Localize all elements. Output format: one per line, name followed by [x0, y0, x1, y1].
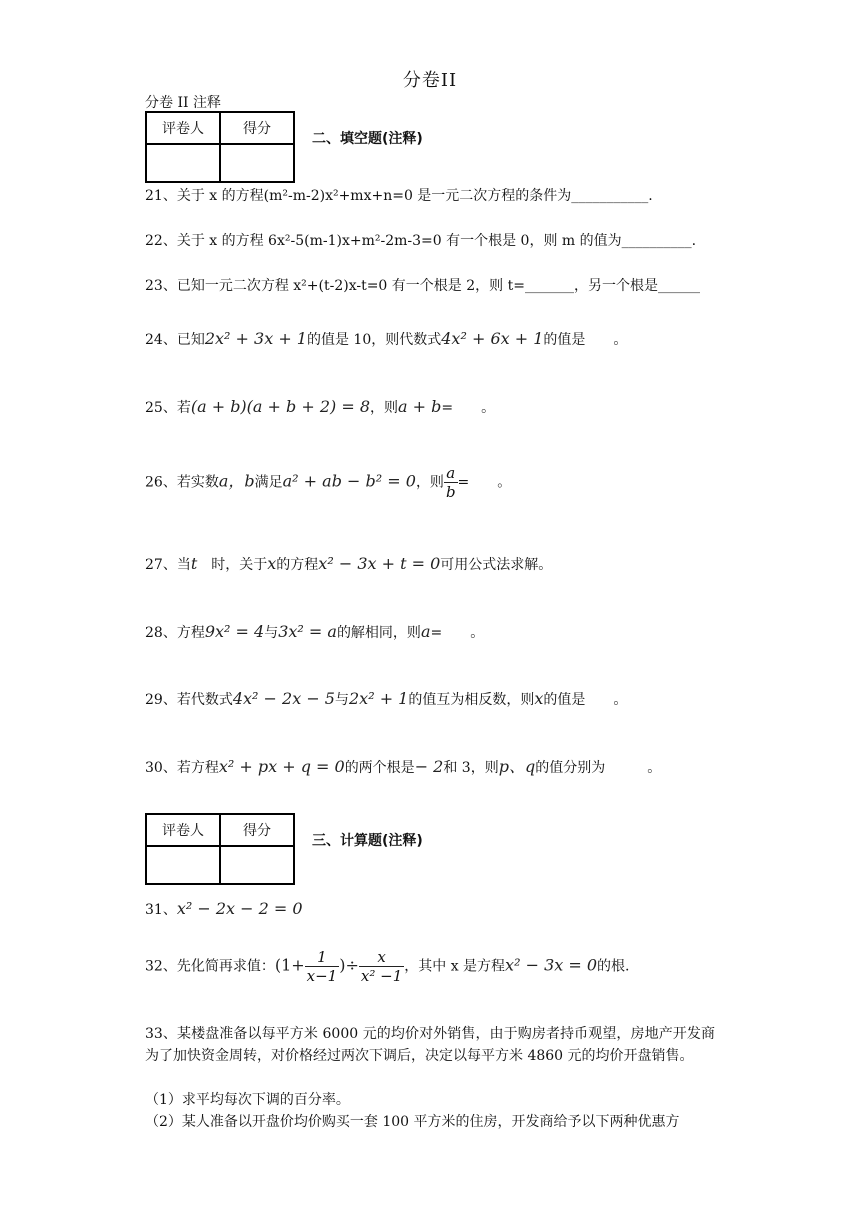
denominator: x² −1 — [360, 967, 403, 985]
text: 和 3，则 — [443, 760, 499, 776]
question-33-part-2: （2）某人准备以开盘价均价购买一套 100 平方米的住房，开发商给予以下两种优惠方 — [145, 1114, 680, 1130]
math-expression: 3x² = a — [278, 622, 337, 641]
text: 的值是 。 — [543, 692, 628, 708]
math-expression: p、q — [498, 757, 536, 776]
text: 24、已知 — [145, 332, 205, 348]
math-expression: 2x² + 3x + 1 — [204, 329, 307, 348]
question-26 — [145, 464, 511, 501]
score-table — [145, 813, 295, 885]
text: 满足 — [254, 474, 283, 491]
text: 与 — [334, 692, 349, 708]
text: 31、 — [145, 902, 177, 918]
text: ，其中 x 是方程 — [404, 958, 506, 975]
text: 的根. — [597, 958, 630, 975]
score-cell[interactable] — [220, 846, 294, 884]
text: 的两个根是 — [344, 760, 415, 776]
math-expression: a² + ab − b² = 0 — [282, 471, 416, 491]
denominator: b — [445, 483, 456, 501]
numerator: a — [444, 464, 458, 483]
math-expression: x — [534, 689, 544, 708]
question-27 — [145, 554, 552, 575]
question-28 — [145, 622, 484, 643]
denominator: x−1 — [306, 967, 338, 985]
text: 27、当 — [145, 557, 191, 573]
operator: )÷ — [339, 955, 359, 975]
score-cell[interactable] — [220, 144, 294, 182]
question-29 — [145, 689, 627, 710]
page-title: 分卷II — [402, 70, 458, 91]
text: = 。 — [430, 625, 485, 641]
text: 的方程 — [276, 557, 319, 573]
math-expression: a — [420, 622, 431, 641]
text: 可用公式法求解。 — [440, 557, 553, 573]
question-24 — [145, 329, 627, 350]
question-30 — [145, 757, 661, 778]
text: 时，关于 — [197, 557, 268, 573]
math-expression: t — [190, 554, 198, 573]
numerator: 1 — [305, 948, 340, 967]
grader-cell[interactable] — [146, 144, 220, 182]
text: 的值是 10，则代数式 — [306, 332, 442, 348]
score-header: 得分 — [220, 112, 294, 144]
text: 的值是 。 — [543, 332, 628, 348]
section-note: 分卷 II 注释 — [145, 95, 221, 111]
math-expression: x² + px + q = 0 — [218, 757, 345, 776]
text: ，则 — [370, 400, 399, 416]
text: 与 — [264, 625, 279, 641]
fraction — [359, 948, 404, 985]
question-33-part-1: （1）求平均每次下调的百分率。 — [145, 1092, 350, 1108]
grader-header: 评卷人 — [146, 814, 220, 846]
question-31 — [145, 899, 303, 920]
math-expression: (a + b)(a + b + 2) = 8 — [190, 397, 371, 416]
question-25 — [145, 397, 495, 418]
grader-header: 评卷人 — [146, 112, 220, 144]
math-expression: x² − 2x − 2 = 0 — [176, 899, 303, 918]
text: 32、先化简再求值： — [145, 958, 275, 975]
math-expression: a + b — [398, 397, 442, 416]
text: 28、方程 — [145, 625, 205, 641]
math-expression: x² − 3x = 0 — [505, 955, 598, 975]
math-expression: 9x² = 4 — [204, 622, 265, 641]
math-expression: − 2 — [414, 757, 444, 776]
question-32 — [145, 948, 629, 985]
text: = 。 — [441, 400, 496, 416]
fraction — [444, 464, 458, 501]
numerator: x — [359, 948, 404, 967]
text: 30、若方程 — [145, 760, 219, 776]
math-expression: x² − 3x + t = 0 — [318, 554, 441, 573]
text: = 。 — [457, 474, 512, 491]
question-33: 33、某楼盘准备以每平方米 6000 元的均价对外销售，由于购房者持币观望，房地产开发商为了加快资金周转，对价格经过两次下调后，决定以每平方米 4860 元的均价开盘销售。 — [145, 1026, 715, 1064]
math-expression: 4x² − 2x − 5 — [232, 689, 335, 708]
text: 29、若代数式 — [145, 692, 233, 708]
section-heading: 二、填空题(注释) — [312, 131, 423, 147]
paren: (1+ — [274, 955, 305, 975]
fraction — [305, 948, 340, 985]
text: 的值互为相反数，则 — [408, 692, 535, 708]
question-22: 22、关于 x 的方程 6x²-5(m-1)x+m²-2m-3=0 有一个根是 0，则 m 的值为__________. — [145, 233, 697, 249]
question-23: 23、已知一元二次方程 x²+(t-2)x-t=0 有一个根是 2，则 t=_______，另一个根是______ — [145, 278, 700, 294]
section-heading: 三、计算题(注释) — [312, 833, 423, 849]
text: 的解相同，则 — [336, 625, 421, 641]
text: 26、若实数 — [145, 474, 219, 491]
text: ，则 — [415, 474, 444, 491]
math-expression: 4x² + 6x + 1 — [441, 329, 544, 348]
math-expression: x — [267, 554, 277, 573]
text: 的值分别为 。 — [535, 760, 662, 776]
question-21: 21、关于 x 的方程(m²-m-2)x²+mx+n=0 是一元二次方程的条件为___________. — [145, 188, 653, 204]
math-expression: 2x² + 1 — [348, 689, 409, 708]
score-header: 得分 — [220, 814, 294, 846]
text: 25、若 — [145, 400, 191, 416]
math-expression: a，b — [218, 471, 255, 491]
score-table — [145, 111, 295, 183]
grader-cell[interactable] — [146, 846, 220, 884]
